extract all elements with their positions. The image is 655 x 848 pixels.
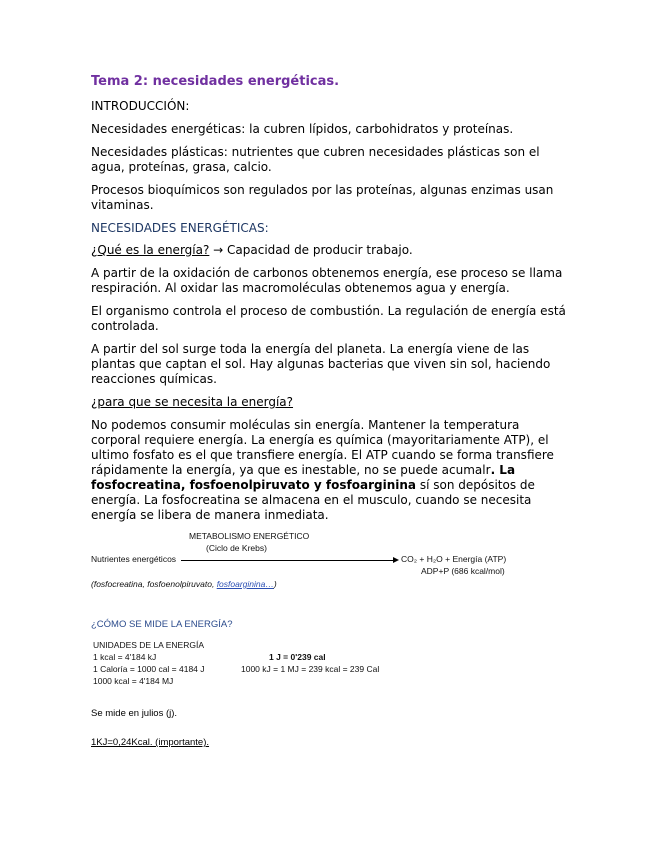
paragraph-energy-needs: Necesidades energéticas: la cubren lípidos, carbohidratos y proteínas. — [91, 122, 514, 136]
metabolism-diagram — [91, 531, 571, 597]
document-title: Tema 2: necesidades energéticas. — [91, 74, 340, 89]
diagram-note-link[interactable]: fosfoarginina… — [216, 579, 274, 589]
section-heading: NECESIDADES ENERGÉTICAS: — [91, 221, 269, 235]
diagram-title: METABOLISMO ENERGÉTICO — [189, 531, 310, 541]
paragraph-plastic-needs: Necesidades plásticas: nutrientes que cubren necesidades plásticas son el agua, proteínas, grasa, calcio. — [91, 145, 540, 174]
intro-heading: INTRODUCCIÓN: — [91, 99, 190, 113]
atp-text-a: No podemos consumir moléculas sin energía. Mantener la temperatura corporal requiere energía. La energía es química (mayoritariamente ATP), el ultimo fosfato es el que transfiere energía. El ATP cuando se forma transfiere rápidamente la energía, ya que es inestable, no se puede acumalr — [91, 418, 554, 477]
document-body — [91, 74, 571, 748]
diagram-arrow-head — [393, 557, 399, 563]
paragraph-atp — [91, 418, 571, 523]
atp-text-b: sí son depósitos de energía. La fosfocreatina se almacena en el musculo, cuando se necesita energía se libera de manera inmediata. — [91, 478, 535, 522]
diagram-arrow — [181, 560, 396, 561]
julios-text: Se mide en julios (j). — [91, 708, 178, 719]
question-what-is-energy — [91, 243, 571, 258]
diagram-subtitle: (Ciclo de Krebs) — [206, 543, 267, 553]
unit-1000kj: 1000 kJ = 1 MJ = 239 kcal = 239 Cal — [241, 664, 380, 674]
unit-joule: 1 J = 0'239 cal — [269, 652, 326, 662]
paragraph-biochemical: Procesos bioquímicos son regulados por las proteínas, algunas enzimas usan vitaminas. — [91, 183, 554, 212]
diagram-note — [91, 579, 277, 589]
unit-caloria: 1 Caloría = 1000 cal = 4184 J — [93, 664, 205, 674]
question-underlined: ¿Qué es la energía? — [91, 243, 210, 257]
diagram-note-end: ) — [273, 579, 277, 589]
paragraph-sun: A partir del sol surge toda la energía del planeta. La energía viene de las plantas que captan el sol. Hay algunas bacterias que viven sin sol, haciendo reacciones químicas. — [91, 342, 551, 386]
measure-heading: ¿CÓMO SE MIDE LA ENERGÍA? — [91, 619, 233, 630]
unit-1000kcal: 1000 kcal = 4'184 MJ — [93, 676, 174, 686]
paragraph-oxidation: A partir de la oxidación de carbonos obtenemos energía, ese proceso se llama respiración. Al oxidar las macromoléculas obtenemos agua y energía. — [91, 266, 563, 295]
kj-conversion: 1KJ=0,24Kcal. (importante). — [91, 737, 210, 748]
units-block — [91, 640, 571, 694]
diagram-right-label-2: ADP+P (686 kcal/mol) — [421, 566, 505, 576]
diagram-right-label: CO₂ + H₂O + Energía (ATP) — [401, 554, 507, 564]
diagram-note-text: (fosfocreatina, fosfoenolpiruvato, — [91, 579, 217, 589]
unit-kcal: 1 kcal = 4'184 kJ — [93, 652, 157, 662]
paragraph-combustion: El organismo controla el proceso de combustión. La regulación de energía está controlada. — [91, 304, 566, 333]
question-answer: → Capacidad de producir trabajo. — [209, 243, 413, 257]
atp-text-bold: . La fosfocreatina, fosfoenolpiruvato y fosfoarginina — [91, 463, 516, 492]
units-title: UNIDADES DE LA ENERGÍA — [93, 640, 205, 650]
diagram-left-label: Nutrientes energéticos — [91, 554, 177, 564]
question-why-energy: ¿para que se necesita la energía? — [91, 395, 294, 409]
